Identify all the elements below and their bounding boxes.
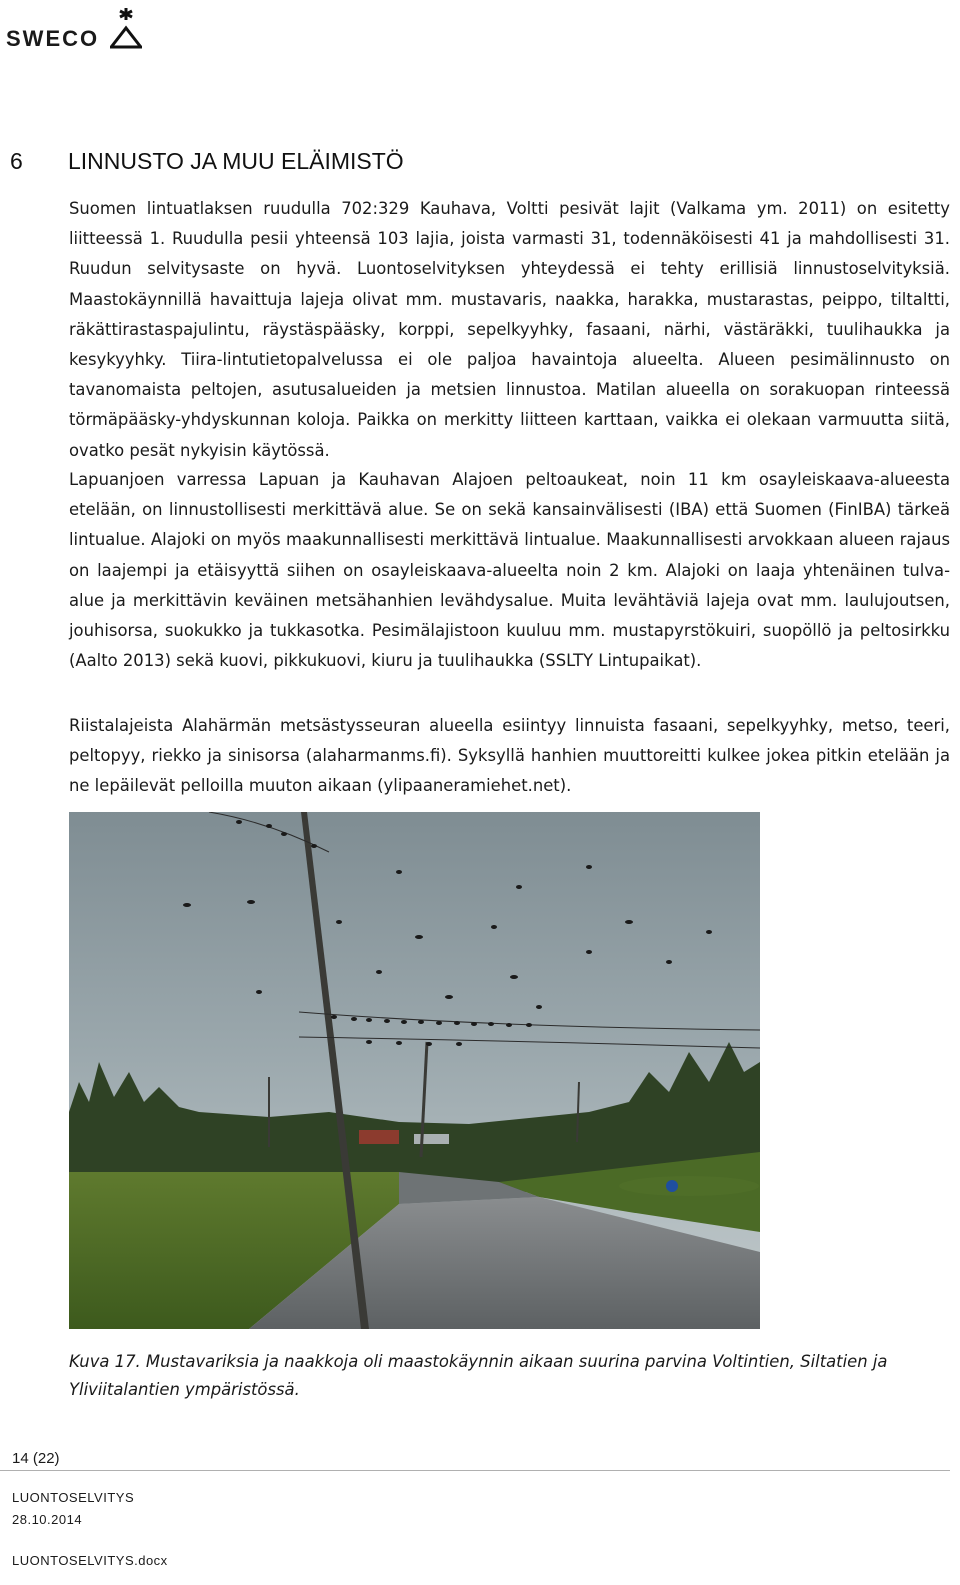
footer-filename: LUONTOSELVITYS.docx: [12, 1553, 168, 1568]
section-heading: [10, 148, 404, 175]
figure-caption: Kuva 17. Mustavariksia ja naakkoja oli maastokäynnin aikaan suurina parvina Voltintien, Siltatien ja Yliviitalantien ympäristössä.: [69, 1352, 888, 1399]
footer-doc-type: LUONTOSELVITYS: [12, 1490, 135, 1505]
logo-text: SWECO: [6, 26, 100, 51]
photo-crows-over-road: [69, 812, 760, 1329]
page-number: 14 (22): [12, 1450, 60, 1467]
footer-divider: [0, 1470, 950, 1471]
paragraph: Lapuanjoen varressa Lapuan ja Kauhavan Alajoen peltoaukeat, noin 11 km osayleiskaava-alueesta etelään, on linnustollisesti merkittävä alue. Se on sekä kansainvälisesti (IBA) että Suomen (FinIBA) tärkeä lintualue. Alajoki on myös maakunnallisesti merkittävä lintualue. Maakunnallisesti arvokkaan alueen rajaus on laajempi ja etäisyyttä siihen on osayleiskaava-alueelta noin 2 km. Alajoki on laaja yhtenäinen tulva-alue ja merkittävin keväinen metsähanhien levähdysalue. Muita levähtäviä lajeja ovat mm. laulujoutsen, jouhisorsa, suokukko ja tukkasotka. Pesimälajistoon kuuluu mm. mustapyrstökuiri, suopöllö ja peltosirkku (Aalto 2013) sekä kuovi, pikkukuovi, kiuru ja tuulihaukka (SSLTY Lintupaikat).: [69, 470, 950, 671]
photo-illustration: [69, 812, 760, 1329]
section-title: LINNUSTO JA MUU ELÄIMISTÖ: [68, 148, 404, 174]
sweco-logo: [6, 6, 146, 50]
footer-date: 28.10.2014: [12, 1512, 83, 1527]
paragraph: Suomen lintuatlaksen ruudulla 702:329 Kauhava, Voltti pesivät lajit (Valkama ym. 2011) on esitetty liitteessä 1. Ruudulla pesii yhteensä 103 lajia, joista varmasti 31, todennäköisesti 41 ja mahdollisesti 31. Ruudun selvitysaste on hyvä. Luontoselvityksen yhteydessä ei tehty erillisiä linnustoselvityksiä. Maastokäynnillä havaittuja lajeja olivat mm. mustavaris, naakka, harakka, mustarastas, peippo, tiltaltti, räkättirastaspajulintu, räystäspääsky, korppi, sepelkyyhky, fasaani, närhi, västäräkki, tuulihaukka ja kesykyyhky. Tiira-lintutietopalvelussa ei ole paljoa havaintoja alueelta. Alueen pesimälinnusto on tavanomaista peltojen, asutusalueiden ja metsien linnustoa. Matilan alueella on sorakuopan rinteessä törmäpääsky-yhdyskunnan koloja. Paikka on merkitty liitteen karttaan, vaikka ei olekaan varmuutta siitä, ovatko pesät nykyisin käytössä.: [69, 199, 950, 460]
paragraph: Riistalajeista Alahärmän metsästysseuran alueella esiintyy linnuista fasaani, sepelkyyhky, metso, teeri, peltopyy, riekko ja sinisorsa (alaharmanms.fi). Syksyllä hanhien muuttoreitti kulkee jokea pitkin etelään ja ne lepäilevät pelloilla muuton aikaan (ylipaaneramiehet.net).: [69, 716, 950, 796]
section-number: 6: [10, 148, 23, 174]
sweco-mark-icon: [106, 6, 146, 50]
